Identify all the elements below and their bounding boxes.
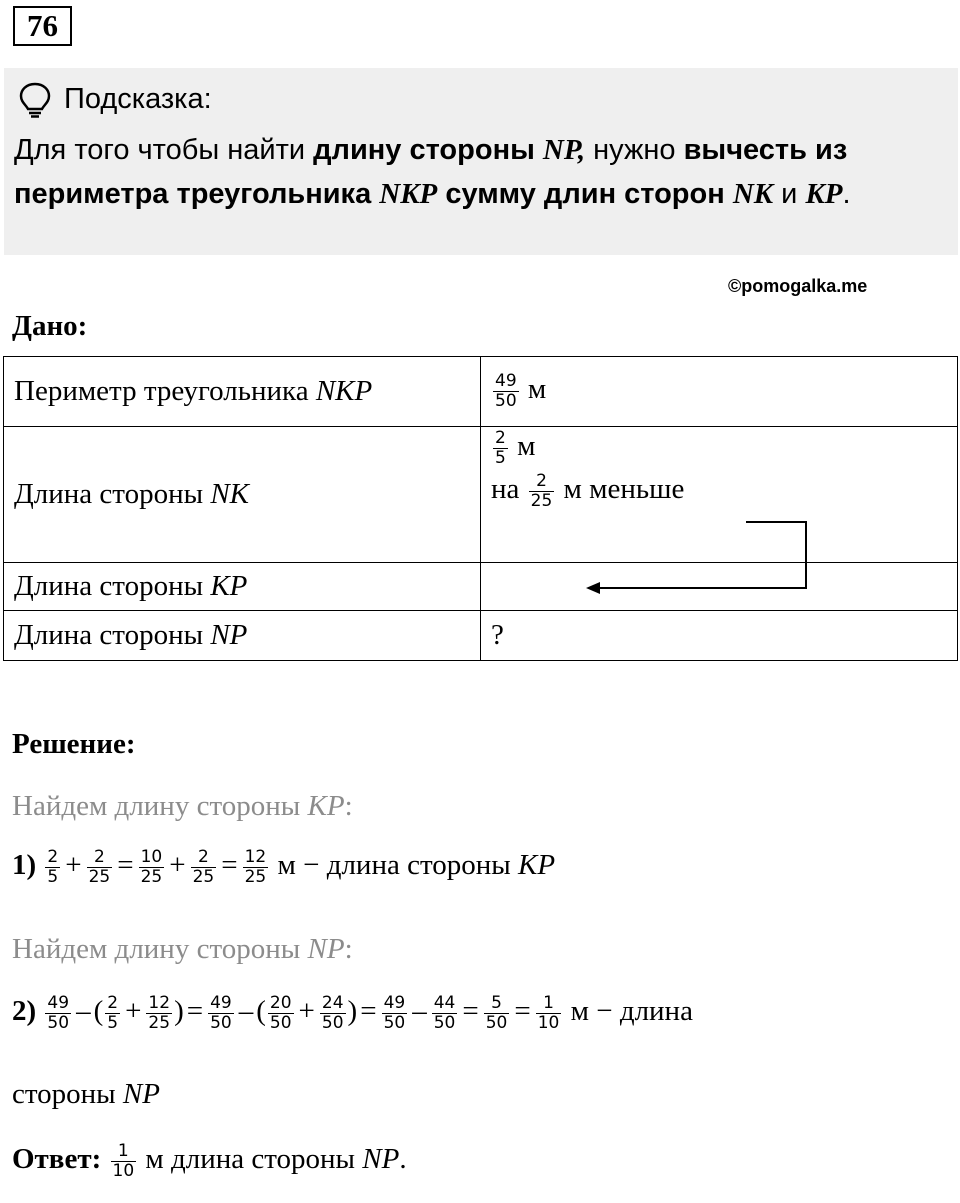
row-value: $\frac{2}{5}$ м на $\frac{2}{25}$ м меньше [481,427,958,563]
row-value: $\frac{49}{50}$ м [481,357,958,427]
hint-title: Подсказка: [64,83,212,115]
step2-equation: 2) $\frac{49}{50}$ – ( $\frac{2}{5}$ + $\frac{12}{25}$ ) = $\frac{49}{50}$ – ( $\frac{20}{50}$ + $\frac{24}{50}$ ) = $\frac{49}{50}$ – $\frac{44}{50}$ = $\frac{5}{50}$ = $\frac{1}{10}$ м − длина [12,993,693,1033]
given-title: Дано: [12,310,88,342]
task-number: 76 [13,6,72,46]
row-label: Периметр треугольника NKP [4,357,481,427]
fraction: $\frac{49}{50}$ [495,371,517,411]
fraction: $\frac{2}{25}$ [530,471,553,511]
solution-title: Решение: [12,728,136,760]
fraction: $\frac{2}{5}$ [495,428,506,468]
step1-equation: 1) $\frac{2}{5}$ + $\frac{2}{25}$ = $\frac{10}{25}$ + $\frac{2}{25}$ = $\frac{12}{25}$ м − длина стороны KP [12,847,556,887]
row-label: Длина стороны NP [4,611,481,661]
watermark: ©pomogalka.me [728,276,868,296]
answer: Ответ: $\frac{1}{10}$ м длина стороны NP. [12,1141,407,1181]
step2-continuation: стороны NP [12,1078,160,1110]
fraction: $\frac{1}{10}$ [112,1141,135,1181]
row-value: ? [481,611,958,661]
step1-intro: Найдем длину стороны KP: [12,790,353,822]
step2-intro: Найдем длину стороны NP: [12,933,353,965]
row-label: Длина стороны NK [4,427,481,563]
row-label: Длина стороны KP [4,563,481,611]
hint-text: Для того чтобы найти длину стороны NP, нужно вычесть из периметра треугольника NKP сумму длин сторон NK и KP. [14,134,851,210]
